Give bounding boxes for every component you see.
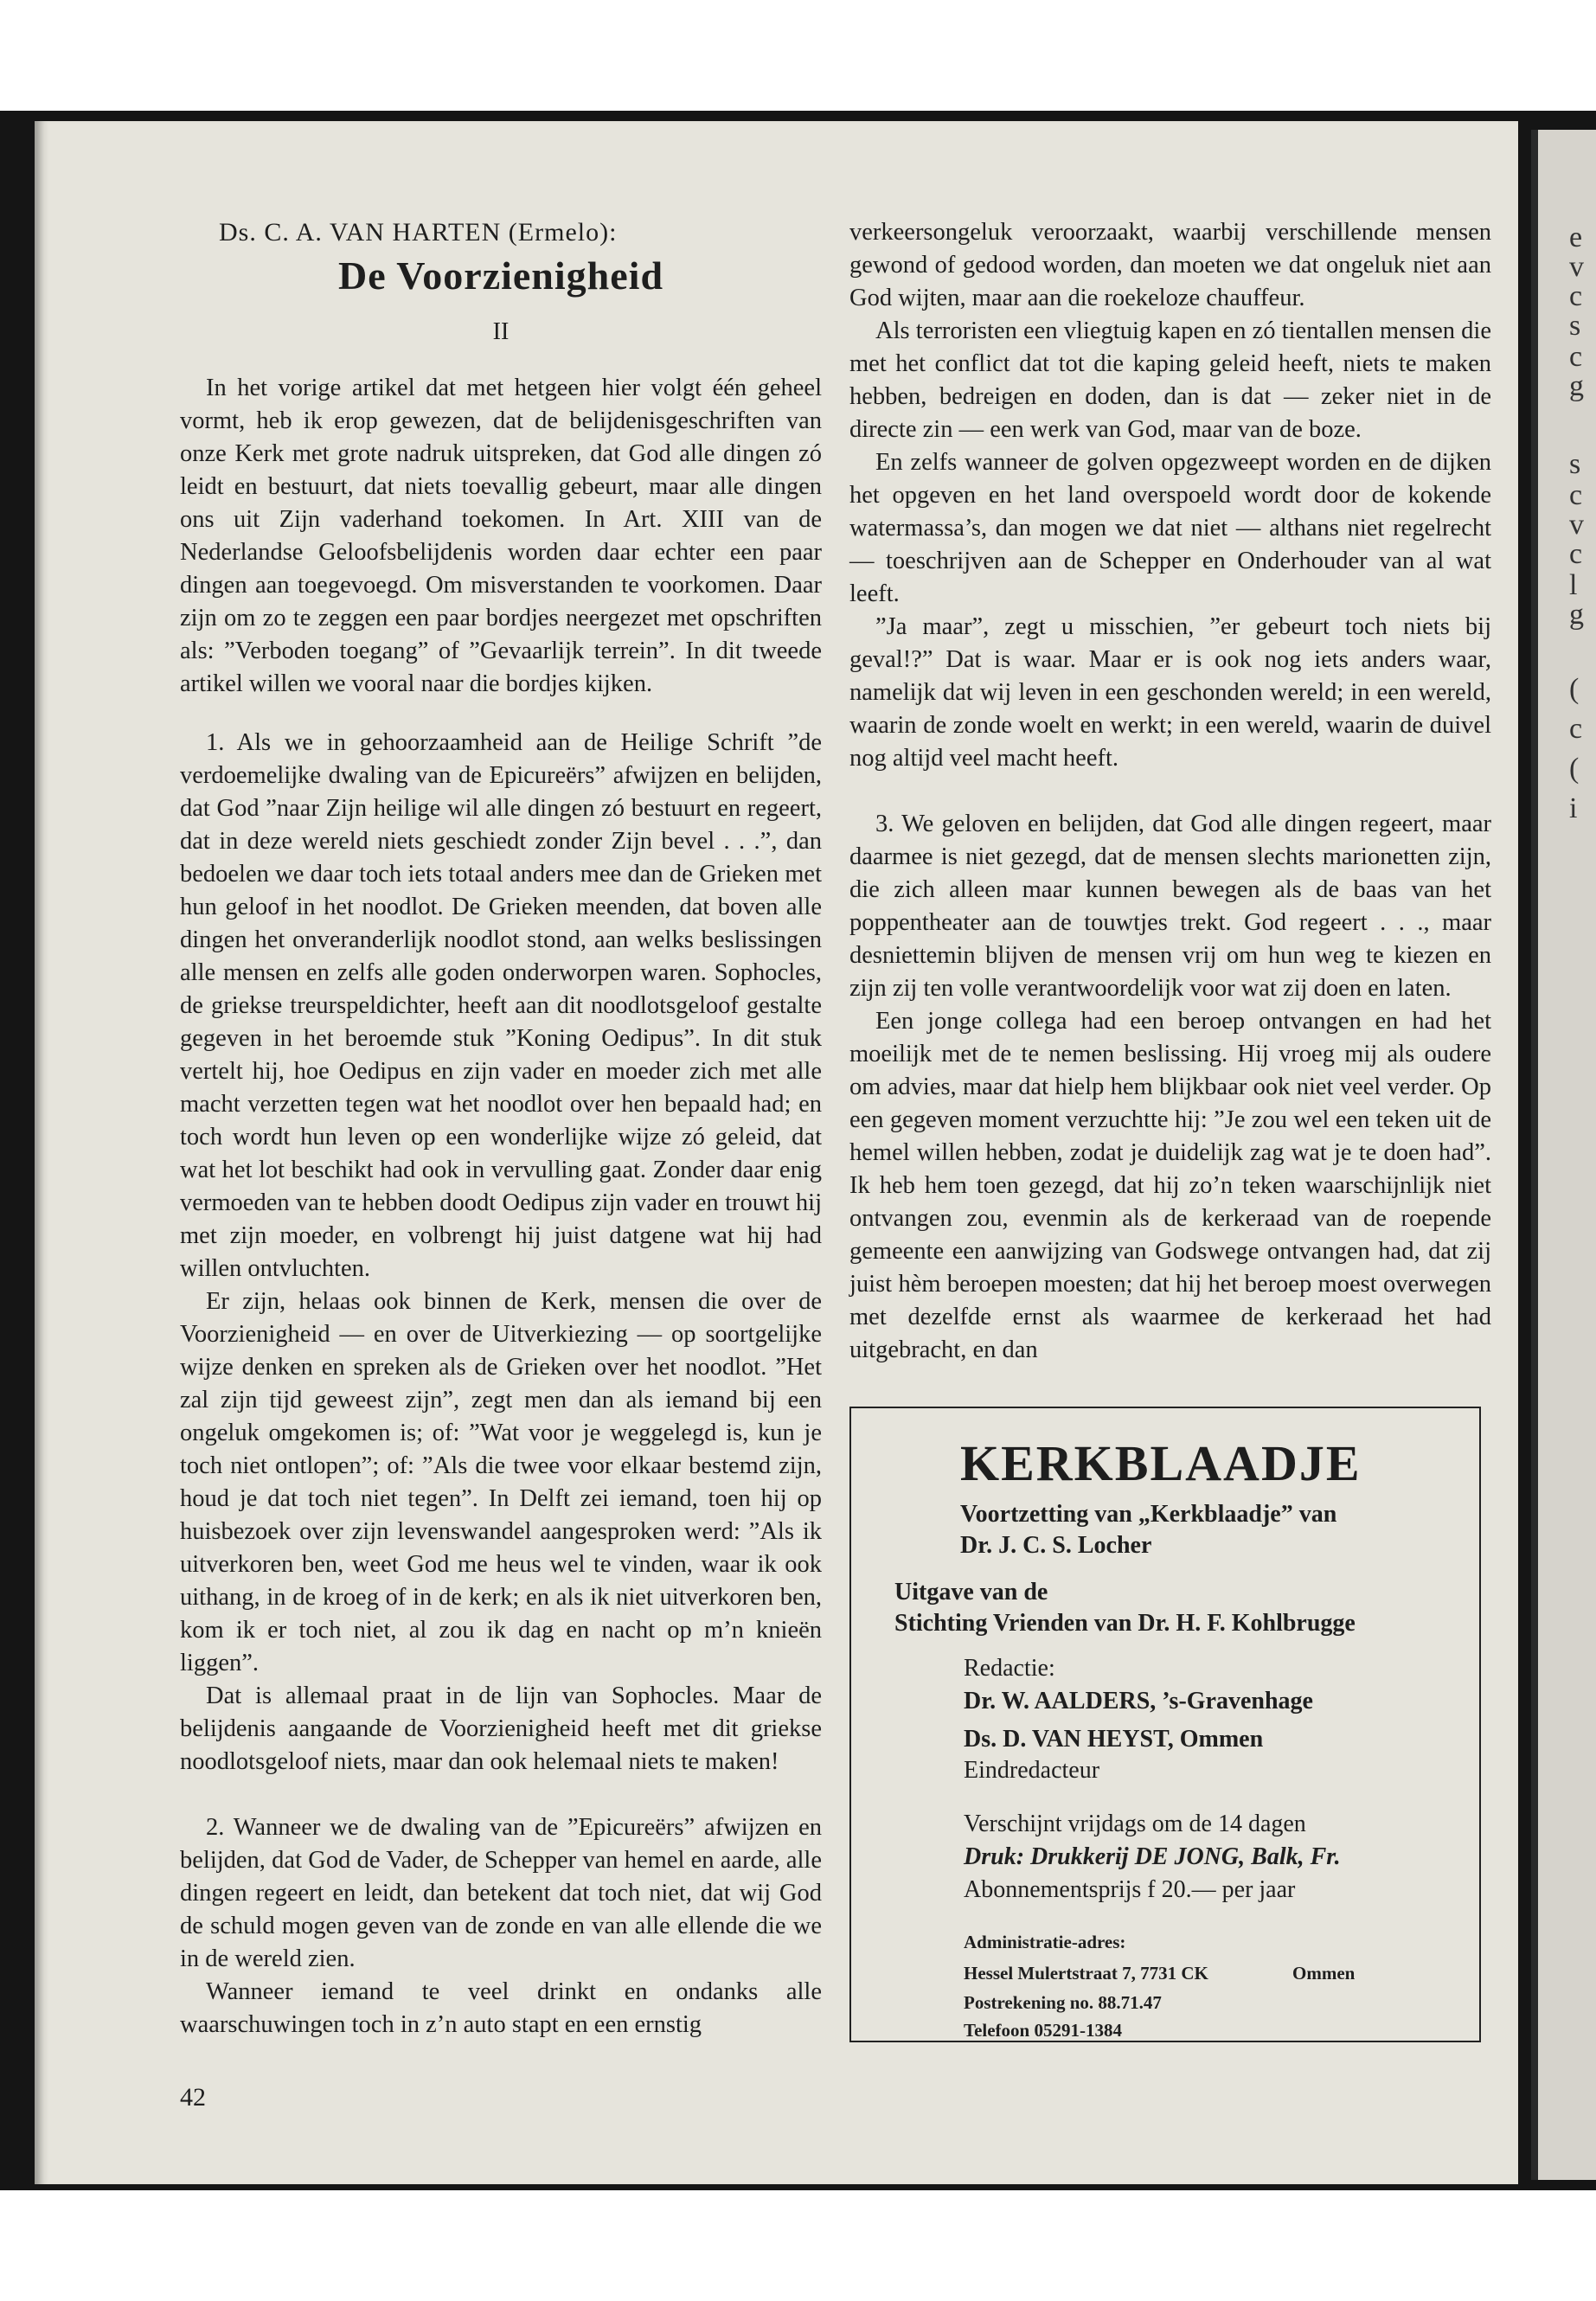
page-gutter	[1531, 130, 1538, 2180]
edge-letter: c	[1569, 538, 1583, 570]
adjacent-page-edge	[1531, 130, 1596, 2180]
paragraph: Er zijn, helaas ook binnen de Kerk, mensen die over de Voorzienigheid — en over de Uitverkiezing — op soortgelijke wijze denken en spreken als de Grieken over het noodlot. ”Het zal zijn tijd geweest zijn”, zegt men dan als iemand bij een ongeluk omgekomen is; of: ”Wat voor je weggelegd is, kun je toch niet ontlopen”; of: ”Als die twee voor elkaar bestemd zijn, houd je dat toch niet tegen”. In Delft zei iemand, toen hij op huisbezoek over zijn levenswandel aangesproken werd: ”Als ik uitverkoren ben, weet God me heus wel te vinden, waar ik ook uithang, in de kroeg of in de kerk; en als ik niet uitverkoren ben, kom ik er toch niet, al zou ik dag en nacht op m’n knieën liggen”.	[180, 1288, 822, 1676]
paragraph: Wanneer iemand te veel drinkt en ondanks alle waarschuwingen toch in z’n auto stapt en een ernstig	[180, 1978, 822, 2038]
admin-street: Hessel Mulertstraat 7, 7731 CK	[964, 1963, 1208, 1984]
edge-letter: (	[1569, 673, 1580, 705]
article-title: De Voorzienigheid	[337, 253, 664, 298]
edge-letter: (	[1569, 753, 1580, 785]
edge-letter: s	[1569, 310, 1581, 342]
admin-label: Administratie-adres:	[964, 1932, 1126, 1952]
edge-letter: g	[1569, 370, 1584, 402]
editor-role: Eindredacteur	[964, 1757, 1100, 1784]
paragraph: 1. Als we in gehoorzaamheid aan de Heilige Schrift ”de verdoemelijke dwaling van de Epicureërs” afwijzen en belijden, dat God ”naar Zijn heilige wil alle dingen zó bestuurt en regeert, dat in deze wereld niets geschiedt zonder Zijn bevel . . .”, dan bedoelen we daar toch iets totaal anders mee dan de Grieken met hun geloof in het noodlot. De Grieken meenden, dat boven alle dingen het onveranderlijk noodlot stond, aan welks beslissingen alle mensen en zelfs alle goden onderworpen waren. Sophocles, de griekse treurspeldichter, heeft aan dit noodlotsgeloof gestalte gegeven in het beroemde stuk ”Koning Oedipus”. In dit stuk vertelt hij, hoe Oedipus en zijn vader en moeder zich met alle macht verzetten tegen wat het noodlot over hen bepaald had; en toch wordt hun leven op een wonderlijke wijze zó geleid, dat wat het lot beschikt had ook in vervulling gaat. Zonder daar enig vermoeden van te hebben doodt Oedipus zijn vader en trouwt hij met zijn moeder, en volbrengt hij juist datgene wat hij had willen ontvluchten.	[180, 729, 822, 1282]
frequency-text: Verschijnt vrijdags om de 14 dagen	[964, 1811, 1306, 1837]
printer-text: Druk: Drukkerij DE JONG, Balk, Fr.	[964, 1843, 1341, 1870]
colophon-box	[849, 1407, 1481, 2042]
publisher-line: Uitgave van de	[894, 1579, 1048, 1606]
paragraph: 3. We geloven en belijden, dat God alle dingen regeert, maar daarmee is niet gezegd, dat de mensen slechts marionetten zijn, die zich alleen maar kunnen bewegen als de baas van het poppentheater aan de touwtjes trekt. God regeert . . ., maar desniettemin blijven de mensen vrij om hun weg te kiezen en zijn zij ten volle verantwoordelijk voor wat zij doen en laten.	[849, 811, 1491, 1002]
paragraph: 2. Wanneer we de dwaling van de ”Epicureërs” afwijzen en belijden, dat God de Vader, de Schepper van hemel en aarde, alle dingen regeert en leidt, dan betekent dat toch niet, dat wij God de schuld mogen geven van de zonde en van alle ellende die we in de wereld zien.	[180, 1814, 822, 1972]
edge-letter: i	[1569, 792, 1578, 824]
subscription-text: Abonnementsprijs f 20.— per jaar	[964, 1876, 1296, 1903]
paragraph: ”Ja maar”, zegt u misschien, ”er gebeurt toch niets bij geval!?” Dat is waar. Maar er is ook nog iets anders waar, namelijk dat wij leven in een geschonden wereld; in een wereld, waarin de zonde woelt en werkt; in een wereld, waarin de duivel nog altijd veel macht heeft.	[849, 613, 1491, 772]
colophon-subtitle: Voortzetting van „Kerkblaadje” van	[960, 1501, 1337, 1528]
paragraph: verkeersongeluk veroorzaakt, waarbij verschillende mensen gewond of gedood worden, dan moeten we dat ongeluk niet aan God wijten, maar aan die roekeloze chauffeur.	[849, 219, 1491, 311]
edge-letter: v	[1569, 251, 1584, 283]
colophon-subtitle-2: Dr. J. C. S. Locher	[960, 1532, 1152, 1559]
phone-number: Telefoon 05291-1384	[964, 2020, 1122, 2041]
edge-letter: e	[1569, 221, 1583, 253]
paragraph: Als terroristen een vliegtuig kapen en zó tientallen mensen die met het conflict dat tot die kaping geleid heeft, niets te maken hebben, bedreigen en doden, dan is dat — zeker niet in de directe zin — een werk van God, maar van de boze.	[849, 317, 1491, 443]
editorial-label: Redactie:	[964, 1655, 1055, 1682]
masthead: KERKBLAADJE	[960, 1435, 1362, 1491]
paragraph: In het vorige artikel dat met hetgeen hier volgt één geheel vormt, heb ik erop gewezen, dat de belijdenisgeschriften van onze Kerk met grote nadruk uitspreken, dat God alle dingen zó leidt en bestuurt, dat niets toevallig gebeurt, maar alle dingen ons uit Zijn vaderhand toekomen. In Art. XIII van de Nederlandse Geloofsbelijdenis worden daar echter een paar dingen aan toegevoegd. Om misverstanden te voorkomen. Daar zijn om zo te zeggen een paar bordjes neergezet met opschriften als: ”Verboden toegang” of ”Gevaarlijk terrein”. In dit tweede artikel willen we vooral naar die bordjes kijken.	[180, 375, 822, 697]
edge-letter: c	[1569, 280, 1583, 312]
left-column	[180, 216, 822, 2041]
article-byline: Ds. C. A. VAN HARTEN (Ermelo):	[219, 218, 618, 247]
paragraph: Dat is allemaal praat in de lijn van Sophocles. Maar de belijdenis aangaande de Voorzienigheid heeft met dit griekse noodlotsgeloof niets, maar dan ook helemaal niets te maken!	[180, 1682, 822, 1775]
paragraph: En zelfs wanneer de golven opgezweept worden en de dijken het opgeven en het land overspoeld wordt door de kokende watermassa’s, dan mogen we dat niet — althans niet regelrecht — toeschrijven aan de Schepper en Onderhouder van al wat leeft.	[849, 449, 1491, 607]
edge-letter: s	[1569, 448, 1581, 480]
edge-letter: c	[1569, 713, 1583, 745]
admin-city: Ommen	[1292, 1963, 1356, 1984]
edge-letter: v	[1569, 509, 1584, 541]
paragraph: Een jonge collega had een beroep ontvangen en had het moeilijk met de te nemen beslissing. Hij vroeg mij als oudere om advies, maar dat hielp hem blijkbaar ook niet veel verder. Op een gegeven moment verzuchtte hij: ”Je zou wel een teken uit de hemel willen hebben, zodat je duidelijk zag wat je te doen had”. Ik heb hem toen gezegd, dat hij zo’n teken waarschijnlijk niet ontvangen zou, evenmin als de kerkeraad van de roepende gemeente een aanwijzing van Godswege ontvangen had, dat zij juist hèm beroepen moesten; dat hij het beroep moest overwegen met dezelfde ernst als waarmee de kerkeraad het had uitgebracht, en dan	[849, 1008, 1491, 1363]
article-part-number: II	[492, 318, 510, 345]
edge-letter: g	[1569, 599, 1584, 631]
publisher-name: Stichting Vrienden van Dr. H. F. Kohlbrugge	[894, 1610, 1356, 1637]
page-number: 42	[180, 2083, 206, 2112]
editor-name: Ds. D. VAN HEYST, Ommen	[964, 1726, 1264, 1753]
right-column	[849, 216, 1491, 1367]
giro-number: Postrekening no. 88.71.47	[964, 1992, 1162, 2013]
edge-letter: l	[1569, 569, 1578, 601]
edge-letter: c	[1569, 341, 1583, 373]
edge-letter: c	[1569, 479, 1583, 511]
editor-name: Dr. W. AALDERS, ’s-Gravenhage	[964, 1688, 1313, 1715]
